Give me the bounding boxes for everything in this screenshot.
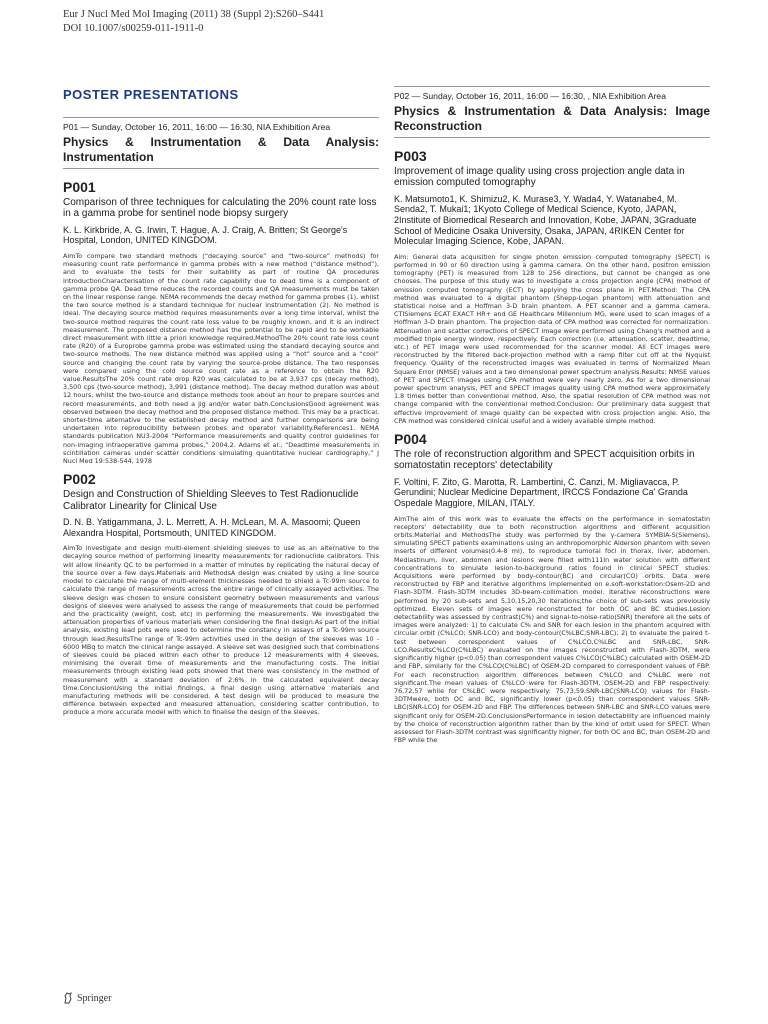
right-column — [394, 86, 710, 744]
journal-header — [63, 8, 324, 36]
poster-id: P001 — [63, 179, 96, 195]
poster-body: AimTo investigate and design multi-element shielding sleeves to use as an alternative to the decaying source method of performing linearity measurements for radionuclide calibrators. This will allow linearity QC to be performed in a matter of minutes by replicating the natural decay of the source over a few days.Materials and MethodsA design was created by using a line source model to calculate the range of multi-element thicknesses needed to shield a Tc-99m source to calculate the range of measurements across the entire range of clinically assayed activities. The sleeve design was chosen to ensure consistent geometry between measurements and various designs of sleeves were analysed to assess the range of measurements that could be performed and the practicality (weight, cost, etc) in performing the measurements. We investigated the attenuation properties of various materials when considering the final design.As part of the initial analysis, existing lead pots were used to determine the constancy in assays of a Tc-99m source through lead.ResultsThe range of Tc-99m activities used in the design of the sleeves was 10 - 6000 MBq to match the clinical range assayed. A sleeve set was designed such that combinations of sleeves could be placed within each other to produce 12 measurements with 4 sleeves, minimising the overall time of measurements and the manufacturing costs. The initial measurements through existing lead pots showed that there was consistency in the method of measurement with a standard deviation of 2.6% in the calculated equivalent decay time.ConclusionUsing the initial findings, a final design using alternative materials and manufacturing methods will be considered. A test design will be produced to measure the difference between expected and measured attenuation, considering scatter contribution, to produce a more accurate model with which to finalise the design of the sleeves. — [63, 544, 379, 717]
page-footer — [63, 992, 111, 1004]
poster-abstract — [394, 431, 710, 744]
track-heading: Physics & Instrumentation & Data Analysis: Image Reconstruction — [394, 104, 710, 138]
poster-title: Improvement of image quality using cross projection angle data in emission computed tomography — [394, 166, 685, 189]
journal-citation: Eur J Nucl Med Mol Imaging (2011) 38 (Suppl 2):S260–S441 — [63, 9, 325, 20]
doi: DOI 10.1007/s00259-011-1911-0 — [63, 23, 204, 34]
poster-authors: K. Matsumoto1, K. Shimizu2, K. Murase3, Y. Wada4, Y. Watanabe4, M. Senda2, T. Mukai1; 1Kyoto College of Medical Science, Kyoto, JAPAN, 2Institute of Biomedical Research and Innovation, Kobe, JAPAN, 3Graduate School of Medicine Osaka University, Osaka, JAPAN, 4RIKEN Center for Molecular Imaging Science, Kobe, JAPAN. — [394, 193, 697, 247]
section-title: POSTER PRESENTATIONS — [63, 87, 239, 102]
poster-abstract — [63, 471, 379, 716]
poster-abstract — [394, 148, 710, 425]
poster-title: The role of reconstruction algorithm and SPECT acquisition orbits in somatostatin receptors' detectability — [394, 449, 695, 472]
poster-id: P002 — [63, 471, 96, 488]
poster-authors: F. Voltini, F. Zito, G. Marotta, R. Lambertini, C. Canzi, M. Migliavacca, P. Gerundini; Nuclear Medicine Department, IRCCS Fondazione Ca' Granda Ospedale Maggiore, MILAN, ITALY. — [394, 476, 688, 509]
poster-title: Design and Construction of Shielding Sleeves to Test Radionuclide Calibrator Linearity for Clinical Use — [63, 489, 359, 512]
left-column — [63, 117, 379, 717]
session-heading: P02 — Sunday, October 16, 2011, 16:00 — 16:30, , NIA Exhibition Area — [394, 86, 710, 104]
poster-authors: D. N. B. Yatigammana, J. L. Merrett, A. H. McLean, M. A. Masoomi; Queen Alexandra Hospital, Portsmouth, UNITED KINGDOM. — [63, 517, 361, 538]
poster-body: AimTo compare two standard methods (“decaying source” and “two-source” methods) for measuring count rate performance in gamma probes with a new method (“distance method”), and to evaluate the tests for their suitability as part of routine QA procedures IntroductionCharacterisation of the count rate capability due to dead time is a component of gamma probe QA. Dead time reduces the recorded counts and QA measurements must be taken on the linear response range. NEMA recommends the decay method for gamma probes (1), whilst the two source method is a standard technique for nuclear instrumentation (2). No method is ideal. The decaying source method requires measurements over a long time interval, whilst the two-source method requires the count rate loss value to be roughly known, and it is an indirect measurement. The proposed distance method has the potential to be rapid and to be workable direct measurement with little a priori knowledge required.MethodThe 20% count rate loss count rate (R20) of a Europrobe gamma probe was estimated using the standard decaying source and two-source methods. The new distance method was applied using a “hot” source and a “cool” source and changing the count rate by varying the source-probe distance. The two responses were compared using the cold source count rate as a reference to obtain the R20 value.ResultsThe 20% count rate drop R20 was calculated to be at 3,937 cps (decay method), 3,500 cps (two-source method), 3,991 (distance method). The decay method duration was about 12 hours, whilst the two-source and distance methods took about an hour to prepare sources and record measurements, and both need a jig and/or water bath.ConclusionsGood agreement was observed between the decay method and the proposed distance method. This may be a practical, shorter-time alternative to the established decay method and further comparisons are being undertaken into reproducibility between probes and operator variability.References1. NEMA standards publication NU3-2004 “Performance measurements and quality control guidelines for non-imaging intraoperative gamma probes,” 2004.2. Adams et al., “Deadtime measurements in scintillation cameras under scatter conditions simulating quantitative nuclear cardiography,” J Nucl Med 19:538-544, 1978 — [63, 252, 379, 466]
track-heading: Physics & Instrumentation & Data Analysis: Instrumentation — [63, 135, 379, 169]
session-heading: P01 — Sunday, October 16, 2011, 16:00 — 16:30, NIA Exhibition Area — [63, 117, 379, 135]
poster-body: AimThe aim of this work was to evaluate the effects on the performance in somatostatin receptors' detectability due to both reconstruction algorithms and different acquisition orbits.Material and MethodsThe study was performed by the γ-camera SYMBIA-S(Siemens), simulating SPECT patients examinations using an anthropomorphic Alderson phantom with seven inserts of different volumes(0.4-8 ml), to reproduce tumoral foci in thorax, liver, abdomen. Mediastinum, liver, abdomen and lesions were filled with111In water solution with different concentrations to simulate lesion-to-background ratios found in clinical SPECT studies. Acquisitions were performed by body-contour(BC) and circular(CO) orbits. Data were reconstructed by FBP and iterative algorithms implemented on e.soft-workstation:Osem-2D and Flash-3DTM. Flash-3DTM includes 3D-beam-collimation model. Iterative reconstructions were performed by 20 sub-sets and 5,10,15,20,30 iterations;the choice of sub-sets was previously optimized. Eleven sets of images were reconstructed for both OC and BC studies.Lesion detectability was assessed by contrast(C%) and signal-to-noise-ratio(SNR) therefore all the sets of images were analyzed: 1) to calculate C% and SNR for each lesion in the phantom acquired with circular orbit (C%LCO; SNR-LCO) and body-contour(C%LBC;SNR-LBC); 2) to evaluate the paired t-test between correspondent values of C%LCO,C%LBC and SNR-LBC, SNR-LCO.ResultsC%LCO(C%LBC) evaluated on the images reconstructed with Flash-3DTM, were significantly higher (p<0.05) than correspondent values C%LCO(C%LBC) calculated with OSEM-2D and FBP, similarly for the C%LCO(C%LBC) of OSEM-2D compared to correspondent values of FBP. For each reconstruction algorithm differences between C%LCO and C%LBC were not significant.The mean values of C%LCO were for Flash-3DTM, OSEM-2D and FBP respectively: 76,72,57 while for C%LBC were respectively: 75,73,59.SNR-LBC(SNR-LCO) values for Flash-3DTMwere, both OC and BC, significantly lower (p<0.05) than correspondent values SNR-LBC(SNR-LCO) for OSEM-2D and FBP. The differences between SNR-LBC and SNR-LCO values were significant only for OSEM-2D.ConclusionsPerformance in lesion detectability are influenced mainly by the choice of reconstruction algorithm rather than by the kind of orbit used for SPECT. When assessed for Flash-3DTM contrast was significantly higher, for both OC and BC, than OSEM-2D and FBP while the — [394, 514, 710, 745]
poster-title: Comparison of three techniques for calculating the 20% count rate loss in a gamma probe for sentinel node biopsy surgery — [63, 197, 377, 220]
poster-abstract — [63, 179, 379, 465]
poster-authors: K. L. Kirkbride, A. G. Irwin, T. Hague, A. J. Craig, A. Britten; St George's Hospital, London, UNITED KINGDOM. — [63, 224, 348, 246]
publisher-name: Springer — [77, 992, 112, 1004]
poster-body: Aim: General data acquisition for single photon emission computed tomography (SPECT) is performed in 90 or 60 direction using a gamma camera. On the other hand, positron emission tomography (PET) is measured from 128 to 256 directions, but cannot be changed as one chooses. The purpose of this study was to investigate a cross projection angle (CPA) method of emission computed tomography (ECT) by applying the cross plane in PET.Method: The CPA method was evaluated to a digital phantom (Shepp-Logan phantom) with attenuation and statistical noise and a Hoffman 3-D brain phantom. A PET scanner and a gamma camera, CTISiemens ECAT EXACT HR+ and GE Healthcare Millennium MG, were used to scan images of a Hoffman 3-D brain phantom. The projection data of CPA method was corrected for normalization. Attenuation and scatter corrections of SPECT image were performed using Chang's method and a modified triple energy window, respectively. Each correction (i.e. attenuation, scatter, deadtime, etc.) of PET image were used recommended for the scanner model. All ECT images were reconstructed by the filtered back-projection method with a ramp filter cut off at the Nyquist frequency. Quality of the reconstructed images was evaluated in terms of Normalized Mean Square Error (NMSE) values and a two dimensional power spectrum analysis.Results: NMSE values of PET and SPECT images using CPA method were very nearly zero. As for a two dimensional power spectrum analysis, PET and SPECT images quality using CPA method were approximately 1.8 times better than conventional method. Also, the spatial resolution of CPA method was not change compared with the conventional method.Conclusion: Our preliminary data suggest that effective improvement of image quality can be expected with cross projection angle. Also, the CPA method was considered clinical useful and a widely available simple method. — [394, 252, 710, 425]
poster-id: P003 — [394, 148, 427, 164]
springer-horse-icon — [63, 992, 73, 1004]
poster-id: P004 — [394, 431, 427, 448]
